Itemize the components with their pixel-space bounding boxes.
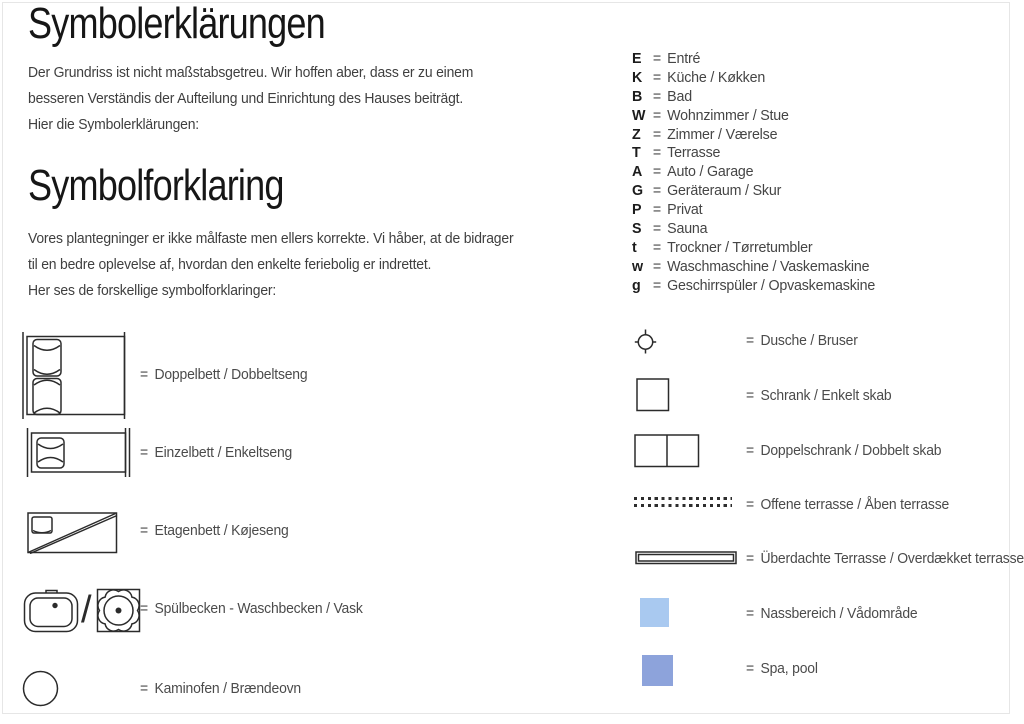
label-text: Kaminofen / Brændeovn — [154, 680, 302, 697]
dotted-line — [634, 504, 732, 507]
equals-sign: = — [652, 106, 662, 124]
room-code-letter: S — [632, 220, 642, 238]
label-text: Spülbecken - Waschbecken / Vask — [154, 600, 363, 617]
label-text: Doppelschrank / Dobbelt skab — [760, 442, 942, 459]
room-code-row — [632, 88, 875, 107]
equals-sign: = — [652, 87, 662, 105]
label-text: Nassbereich / Vådområde — [760, 605, 918, 622]
double-cabinet-icon — [634, 434, 700, 468]
room-code-label: Wohnzimmer / Stue — [667, 106, 789, 124]
intro-paragraph-danish — [28, 226, 513, 304]
room-code-row — [632, 163, 875, 182]
symbol-label-bunk-bed — [140, 522, 289, 540]
room-code-row — [632, 220, 875, 239]
equals-sign: = — [652, 144, 662, 162]
room-code-label: Trockner / Tørretumbler — [667, 238, 813, 256]
symbol-label-double-cabinet — [746, 442, 941, 460]
intro-da-line1: Vores plantegninger er ikke målfaste men ellers korrekte. Vi håber, at de bidrager — [28, 230, 514, 247]
intro-da-line3: Her ses de forskellige symbolforklaringer: — [28, 282, 277, 299]
washbasin-icon — [96, 588, 142, 634]
page-title-danish: Symbolforklaring — [28, 161, 284, 210]
room-code-letter: K — [632, 68, 643, 86]
room-code-label: Geschirrspüler / Opvaskemaskine — [667, 276, 876, 294]
equals-sign: = — [652, 125, 662, 143]
equals-sign: = — [652, 50, 662, 67]
intro-paragraph-german — [28, 60, 473, 138]
room-code-legend — [632, 50, 875, 296]
room-code-label: Bad — [667, 87, 692, 105]
room-code-row — [632, 239, 875, 258]
room-code-row — [632, 201, 875, 220]
room-code-letter: B — [632, 87, 643, 105]
label-text: Schrank / Enkelt skab — [760, 387, 892, 404]
symbol-label-spa-pool — [746, 660, 818, 678]
equals-sign: = — [652, 220, 662, 238]
label-text: Etagenbett / Køjeseng — [154, 522, 289, 539]
symbol-label-open-terrace — [746, 496, 949, 514]
dotted-line — [634, 497, 732, 500]
equals-sign: = — [746, 550, 754, 567]
bunk-bed-icon — [27, 511, 119, 554]
room-code-row — [632, 126, 875, 145]
label-text: Dusche / Bruser — [760, 332, 858, 349]
symbol-label-sink — [140, 600, 363, 618]
symbol-label-stove — [140, 680, 301, 698]
symbol-label-shower — [746, 332, 858, 350]
intro-de-line1: Der Grundriss ist nicht maßstabsgetreu. Wir hoffen aber, dass er zu einem — [28, 64, 474, 81]
equals-sign: = — [140, 444, 148, 461]
page-title-german: Symbolerklärungen — [28, 0, 325, 48]
room-code-letter: Z — [632, 125, 641, 143]
symbol-label-single-bed — [140, 444, 292, 462]
equals-sign: = — [652, 257, 662, 275]
room-code-letter: A — [632, 163, 643, 181]
room-code-letter: G — [632, 182, 643, 200]
room-code-letter: T — [632, 144, 641, 162]
room-code-row — [632, 182, 875, 201]
symbol-label-wet-area — [746, 605, 917, 623]
room-code-letter: W — [632, 106, 646, 124]
room-code-label: Auto / Garage — [667, 163, 754, 181]
double-bed-icon — [21, 332, 128, 419]
label-text: Spa, pool — [760, 660, 818, 677]
single-cabinet-icon — [636, 378, 670, 412]
equals-sign: = — [746, 332, 754, 349]
equals-sign: = — [140, 522, 148, 539]
intro-de-line3: Hier die Symbolerklärungen: — [28, 116, 199, 133]
intro-da-line2: til en bedre oplevelse af, hvordan den enkelte feriebolig er indrettet. — [28, 256, 432, 273]
spa-pool-icon — [642, 655, 673, 686]
room-code-label: Entré — [667, 50, 701, 67]
equals-sign: = — [746, 387, 754, 404]
equals-sign: = — [652, 68, 662, 86]
equals-sign: = — [652, 276, 662, 294]
room-code-label: Geräteraum / Skur — [667, 182, 782, 200]
shower-icon — [632, 328, 659, 355]
equals-sign: = — [140, 600, 148, 617]
equals-sign: = — [746, 605, 754, 622]
covered-terrace-icon — [635, 551, 737, 565]
room-code-letter: g — [632, 276, 641, 294]
room-code-label: Waschmaschine / Vaskemaskine — [667, 257, 870, 275]
equals-sign: = — [140, 366, 148, 383]
room-code-label: Privat — [667, 201, 703, 219]
equals-sign: = — [746, 442, 754, 459]
room-code-label: Sauna — [667, 220, 708, 238]
equals-sign: = — [652, 201, 662, 219]
wet-area-icon — [640, 598, 669, 627]
room-code-row — [632, 107, 875, 126]
room-code-row — [632, 50, 875, 69]
open-terrace-icon — [634, 497, 732, 507]
room-code-row — [632, 277, 875, 296]
symbol-label-covered-terrace — [746, 550, 1024, 568]
symbol-label-double-bed — [140, 366, 307, 384]
single-bed-icon — [26, 428, 131, 477]
room-code-row — [632, 144, 875, 163]
equals-sign: = — [652, 182, 662, 200]
room-code-row — [632, 258, 875, 277]
label-text: Doppelbett / Dobbeltseng — [154, 366, 308, 383]
wood-stove-icon — [22, 670, 59, 707]
equals-sign: = — [652, 238, 662, 256]
equals-sign: = — [746, 496, 754, 513]
room-code-row — [632, 69, 875, 88]
equals-sign: = — [746, 660, 754, 677]
kitchen-sink-icon — [23, 589, 80, 635]
sink-separator-slash: / — [81, 589, 92, 631]
label-text: Offene terrasse / Åben terrasse — [760, 496, 950, 513]
room-code-letter: E — [632, 50, 642, 67]
equals-sign: = — [652, 163, 662, 181]
symbol-label-single-cabinet — [746, 387, 891, 405]
label-text: Überdachte Terrasse / Overdækket terrasse — [760, 550, 1024, 567]
room-code-letter: w — [632, 257, 643, 275]
room-code-letter: t — [632, 238, 637, 256]
intro-de-line2: besseren Verständis der Aufteilung und Einrichtung des Hauses beiträgt. — [28, 90, 464, 107]
equals-sign: = — [140, 680, 148, 697]
room-code-label: Zimmer / Værelse — [667, 125, 778, 143]
label-text: Einzelbett / Enkeltseng — [154, 444, 293, 461]
room-code-label: Terrasse — [667, 144, 721, 162]
room-code-letter: P — [632, 201, 642, 219]
room-code-label: Küche / Køkken — [667, 68, 766, 86]
